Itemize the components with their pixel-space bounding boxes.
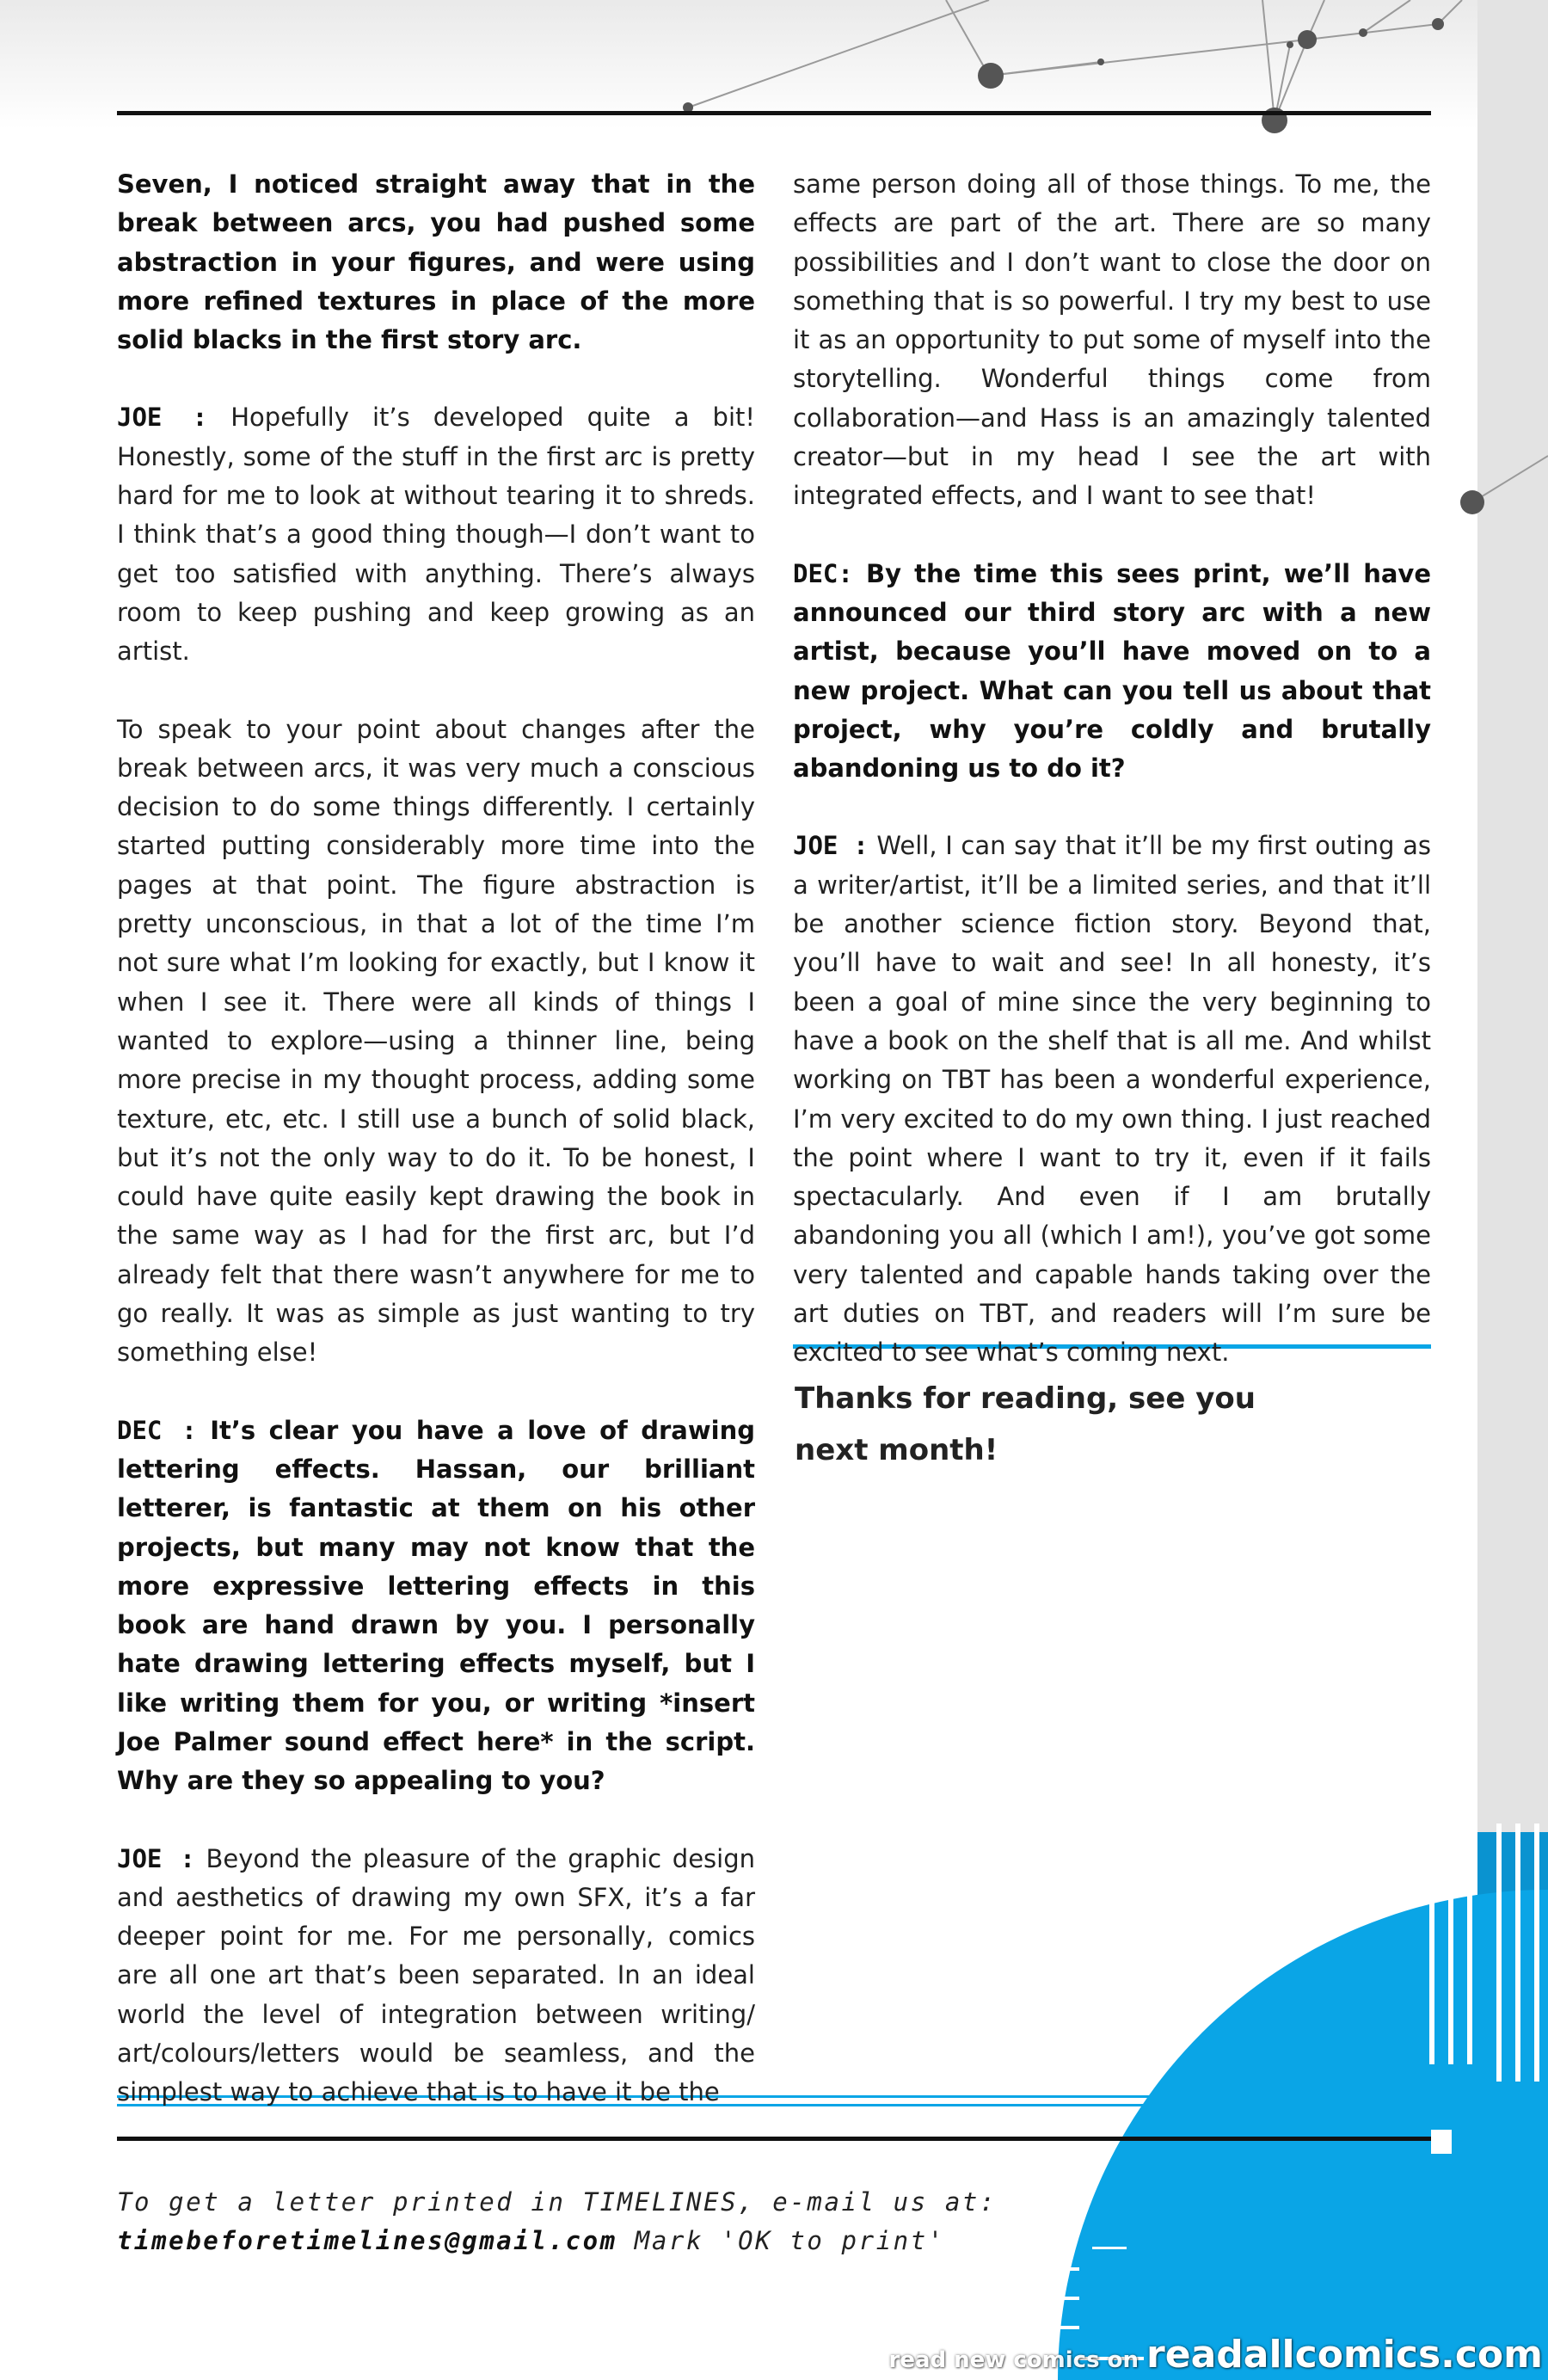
watermark-site[interactable]: readallcomics.com: [1146, 2333, 1543, 2377]
speaker-label: JOE :: [793, 831, 869, 861]
footer-line-2: Mark 'OK to print': [617, 2226, 945, 2255]
outro-line-1: Thanks for reading, see you: [795, 1381, 1256, 1416]
top-texture-band: [0, 0, 1477, 129]
outro-text: [795, 1373, 1276, 1476]
letters-footer-note: [117, 2183, 1063, 2260]
speaker-label: JOE :: [117, 403, 208, 433]
footer-email[interactable]: timebeforetimelines@gmail.com: [117, 2226, 617, 2255]
speaker-label: DEC :: [117, 1415, 197, 1445]
paragraph-text: Seven, I noticed straight away that in the break between arcs, you had pushed some abstraction in your figures, and were using more refined textures in place of the more solid blacks in the first story arc.: [117, 169, 755, 355]
footer-line-1: To get a letter printed in TIMELINES, e-mail us at:: [117, 2187, 998, 2217]
paragraph-text: Beyond the pleasure of the graphic design and aesthetics of drawing my own SFX, it’s a far deeper point for me. For me personally, comics are all one art that’s been separated. In an ideal world the level of integration between writing/ art/colours/letters would be seamless, and the simplest way to achieve that is to have it be the: [117, 1843, 755, 2107]
paragraph-text: same person doing all of those things. To me, the effects are part of the art. There are so many possibilities and I don’t want to close the door on something that is so powerful. I try my best to use it as an opportunity to put some of myself into the storytelling. Wonderful things come from collaboration—and Hass is an amazingly talented creator—but in my head I see the art with integrated effects, and I want to see that!: [793, 169, 1431, 511]
paragraph-text: By the time this sees print, we’ll have announced our third story arc with a new artist, because you’ll have moved on to a new project. What can you tell us about that project, why you’re coldly and brutally abandoning us to do it?: [793, 558, 1431, 784]
paragraph-text: To speak to your point about changes after the break between arcs, it was very much a conscious decision to do some things differently. I certainly started putting considerably more time into the pages at that point. The figure abstraction is pretty unconscious, in that a lot of the time I’m not sure what I’m looking for exactly, but I know it when I see it. There were all kinds of things I wanted to explore—using a thinner line, being more precise in my thought process, adding some texture, etc, etc. I still use a bunch of solid black, but it’s not the only way to do it. To be honest, I could have quite easily kept drawing the book in the same way as I had for the first arc, but I’d already felt that there wasn’t anywhere for me to go really. It was as simple as just wanting to try something else!: [117, 714, 755, 1368]
interview-answer: [117, 710, 755, 1373]
paragraph-text: It’s clear you have a love of drawing lettering effects. Hassan, our brilliant letterer, is fantastic at them on his other projects, but many may not know that the more expressive lettering effects in this book are hand drawn by you. I personally hate drawing lettering effects myself, but I like writing them for you, or writing *insert Joe Palmer sound effect here* in the script. Why are they so appealing to you?: [117, 1415, 755, 1796]
site-watermark: [889, 2333, 1544, 2377]
interview-question: [117, 1411, 755, 1801]
footer-rule-notch: [1431, 2130, 1452, 2154]
interview-answer: [117, 398, 755, 671]
interview-question: [793, 555, 1431, 789]
paragraph-text: Hopefully it’s developed quite a bit! Honestly, some of the stuff in the first arc is pretty hard for me to look at without tearing it to shreds. I think that’s a good thing though—I don’t want to get too satisfied with anything. There’s always room to keep pushing and keep growing as an artist.: [117, 403, 755, 667]
watermark-prefix: read new comics on: [888, 2347, 1147, 2373]
outro-line-2: next month!: [795, 1433, 998, 1467]
speaker-label: JOE :: [117, 1843, 195, 1873]
interview-answer: [793, 165, 1431, 516]
interview-answer: [793, 827, 1431, 1372]
interview-left-column: [117, 165, 755, 2151]
speaker-label: DEC:: [793, 558, 853, 588]
paragraph-text: Well, I can say that it’ll be my first outing as a writer/artist, it’ll be a limited series, and that it’ll be another science fiction story. Beyond that, you’ll have to wait and see! In all honesty, it’s been a goal of mine since the very beginning to have a book on the shelf that is all me. And whilst working on TBT has been a wonderful experience, I’m very excited to do my own thing. I just reached the point where I want to try it, even if it fails spectacularly. And even if I am brutally abandoning you all (which I am!), you’ve got some very talented and capable hands taking over the art duties on TBT, and readers will I’m sure be excited to see what’s coming next.: [793, 831, 1431, 1368]
top-rule: [117, 111, 1431, 115]
interview-answer: [117, 1840, 755, 2112]
blue-arc-decoration: [1058, 1890, 1548, 2380]
interview-question: [117, 165, 755, 360]
interview-right-column: [793, 165, 1431, 1411]
